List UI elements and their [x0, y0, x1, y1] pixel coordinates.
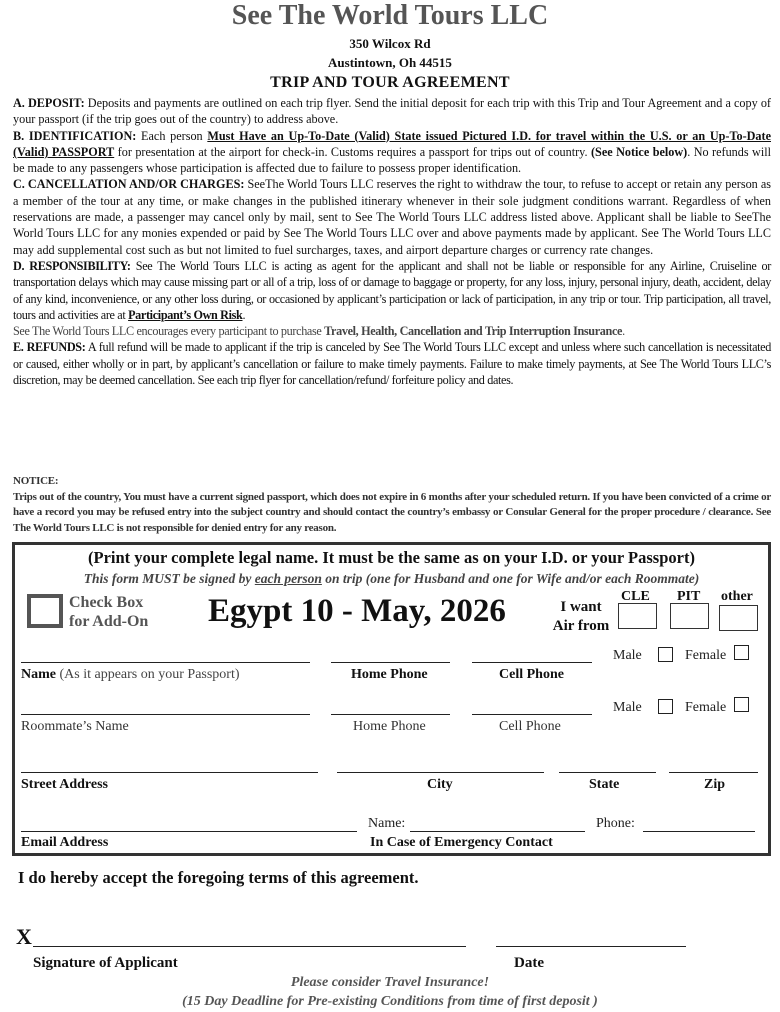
sign-instruction-each-person: each person	[254, 571, 322, 586]
add-on-checkbox[interactable]	[27, 594, 63, 628]
deposit-heading: A. DEPOSIT:	[13, 96, 85, 110]
add-on-label	[69, 593, 148, 631]
street-address-label: Street Address	[21, 777, 108, 792]
email-label: Email Address	[21, 835, 109, 850]
responsibility-clause	[13, 258, 771, 323]
see-notice: (See Notice below)	[590, 144, 688, 159]
date-label: Date	[514, 955, 544, 971]
zip-line[interactable]	[669, 772, 758, 773]
add-on-label-line2: for Add-On	[69, 613, 149, 630]
deadline-note: (15 Day Deadline for Pre-existing Conditions from time of first deposit )	[182, 994, 598, 1009]
sign-instruction-post: on trip (one for Husband and one for Wife and/or each Roommate)	[321, 571, 700, 586]
street-address-line[interactable]	[21, 772, 318, 773]
notice-section	[13, 474, 771, 536]
roommate-home-phone-label: Home Phone	[353, 719, 426, 734]
identification-heading: B. IDENTIFICATION:	[13, 128, 137, 143]
airport-pit-box[interactable]	[670, 603, 709, 629]
company-name: See The World Tours LLC	[231, 0, 549, 31]
emergency-phone-line[interactable]	[643, 831, 755, 832]
cancellation-heading: C. CANCELLATION AND/OR CHARGES:	[13, 177, 245, 192]
email-line[interactable]	[21, 831, 357, 832]
date-line[interactable]	[496, 946, 686, 947]
city-label: City	[427, 777, 453, 792]
identification-clause	[13, 128, 771, 177]
airport-other-label: other	[721, 589, 753, 604]
travel-insurance-note: Please consider Travel Insurance!	[290, 975, 490, 990]
notice-text: Trips out of the country, You must have a current signed passport, which does not expire in 6 months after your scheduled return. If you have been convicted of a crime or have a record you may be refused entry into the subject country and should contact the country’s embassy or Consular General for the proper procedure / clearance. See The World Tours LLC is not responsible for denied entry for any reason.	[13, 490, 771, 534]
zip-label: Zip	[704, 777, 726, 792]
signature-line[interactable]	[33, 946, 466, 947]
emergency-phone-label: Phone:	[596, 816, 635, 831]
state-label: State	[589, 777, 620, 792]
own-risk: Participant’s Own Risk	[128, 307, 243, 322]
cancellation-clause	[13, 176, 771, 257]
trip-title: Egypt 10 - May, 2026	[208, 593, 506, 629]
identification-text-2: for presentation at the airport for check-in. Customs requires a passport for trips out of country.	[114, 144, 591, 159]
female-label: Female	[685, 648, 727, 663]
airport-cle-label: CLE	[621, 589, 650, 604]
air-from-text: Air from	[552, 618, 610, 634]
refunds-text: A full refund will be made to applicant if the trip is canceled by See The World Tours LLC except and unless where such cancellation is necessitated or caused, either wholly or in part, by applicant’s cancellation or failure to make timely payments. Failure to make timely payments, at See The World Tours LLC’s discretion, may be deemed cancellation. See each trip flyer for cancellation/refund/ forfeiture policy and dates.	[13, 340, 771, 388]
roommate-name-label: Roommate’s Name	[21, 719, 129, 734]
emergency-name-line[interactable]	[410, 831, 585, 832]
roommate-cell-phone-line[interactable]	[472, 714, 592, 715]
name-label-hint: (As it appears on your Passport)	[56, 667, 240, 682]
print-name-instruction: (Print your complete legal name. It must be the same as on your I.D. or your Passport)	[88, 548, 695, 567]
roommate-male-checkbox[interactable]	[658, 699, 673, 714]
signature-label: Signature of Applicant	[33, 955, 178, 971]
identification-text-3: . No refunds will be made to any passengers whose participation is affected due to failure to possess proper identification.	[13, 144, 772, 176]
responsibility-end: .	[242, 307, 246, 322]
company-city: Austintown, Oh 44515	[328, 55, 452, 70]
home-phone-line[interactable]	[331, 662, 450, 663]
name-label-text: Name	[21, 667, 56, 682]
airport-cle-box[interactable]	[618, 603, 657, 629]
roommate-name-line[interactable]	[21, 714, 310, 715]
cancellation-text: SeeThe World Tours LLC reserves the right to withdraw the tour, to refuse to accept or retain any person as a member of the tour at any time, or make changes in the published itinerary whenever in their sole judgment conditions warrant. Regardless of when reservations are made, a passenger may cancel only by mail, sent to See The World Tours LLC address listed above. Applicant shall be liable to SeeThe World Tours LLC for any monies expended or paid by See The World Tours LLC over and above payments made by applicant. See The World Tours LLC may add supplemental cost such as but not limited to fuel surcharges, taxes, and airport departure charges or currency rate changes.	[13, 177, 771, 257]
roommate-female-checkbox[interactable]	[734, 697, 749, 712]
roommate-male-label: Male	[613, 700, 642, 715]
company-street: 350 Wilcox Rd	[349, 36, 431, 51]
state-line[interactable]	[559, 772, 656, 773]
air-from-label	[549, 598, 613, 636]
cell-phone-label: Cell Phone	[499, 667, 564, 682]
airport-other-box[interactable]	[719, 605, 758, 631]
responsibility-heading: D. RESPONSIBILITY:	[13, 258, 131, 273]
identification-requirement: Must Have an Up-To-Date (Valid) State issued Pictured I.D. for travel within the U.S. or an Up-To-Date (Valid) PASSPORT	[13, 128, 771, 159]
deposit-text: Deposits and payments are outlined on each trip flyer. Send the initial deposit for each trip with this Trip and Tour Agreement and a copy of your passport (if the trip goes out of the country) to address above.	[13, 96, 771, 127]
insurance-types: Travel, Health, Cancellation and Trip Interruption Insurance	[324, 324, 623, 339]
agreement-title: TRIP AND TOUR AGREEMENT	[270, 74, 510, 91]
male-checkbox[interactable]	[658, 647, 673, 662]
home-phone-label: Home Phone	[351, 667, 428, 682]
airport-pit-label: PIT	[677, 589, 701, 604]
emergency-contact-label: In Case of Emergency Contact	[370, 835, 553, 850]
emergency-name-label: Name:	[368, 816, 406, 831]
roommate-cell-phone-label: Cell Phone	[499, 719, 561, 734]
name-label	[21, 667, 240, 683]
add-on-label-line1: Check Box	[69, 594, 144, 611]
signature-x-mark: X	[16, 924, 32, 949]
city-line[interactable]	[337, 772, 544, 773]
insurance-note	[13, 323, 771, 339]
i-want-text: I want	[560, 599, 602, 615]
male-label: Male	[613, 648, 642, 663]
cell-phone-line[interactable]	[472, 662, 592, 663]
acceptance-statement: I do hereby accept the foregoing terms of this agreement.	[18, 868, 419, 887]
sign-instruction	[15, 571, 768, 587]
refunds-clause	[13, 339, 771, 388]
roommate-home-phone-line[interactable]	[331, 714, 450, 715]
deposit-clause	[13, 95, 771, 128]
registration-form	[12, 542, 771, 856]
insurance-note-text: See The World Tours LLC encourages every participant to purchase	[13, 324, 325, 339]
female-checkbox[interactable]	[734, 645, 749, 660]
name-line[interactable]	[21, 662, 310, 663]
identification-text: Each person	[136, 128, 208, 143]
insurance-note-end: .	[622, 324, 625, 339]
notice-heading: NOTICE:	[13, 475, 59, 487]
sign-instruction-pre: This form MUST be signed by	[83, 571, 255, 586]
terms-section	[13, 95, 771, 388]
responsibility-text: See The World Tours LLC is acting as agent for the applicant and shall not be liable or responsible for any Airline, Cruiseline or transportation delays which may cause missing part or all of a trip, loss of or damage to baggage or property, for any loss, injury, personal injury, death, accident, delay of any kind, inconvenience, or any other loss during, or occasioned by applicant’s participation or lack of participation, in any trip or tour. Trip participation, all travel, tours and activities are at	[13, 258, 771, 322]
refunds-heading: E. REFUNDS:	[13, 340, 86, 355]
roommate-female-label: Female	[685, 700, 727, 715]
